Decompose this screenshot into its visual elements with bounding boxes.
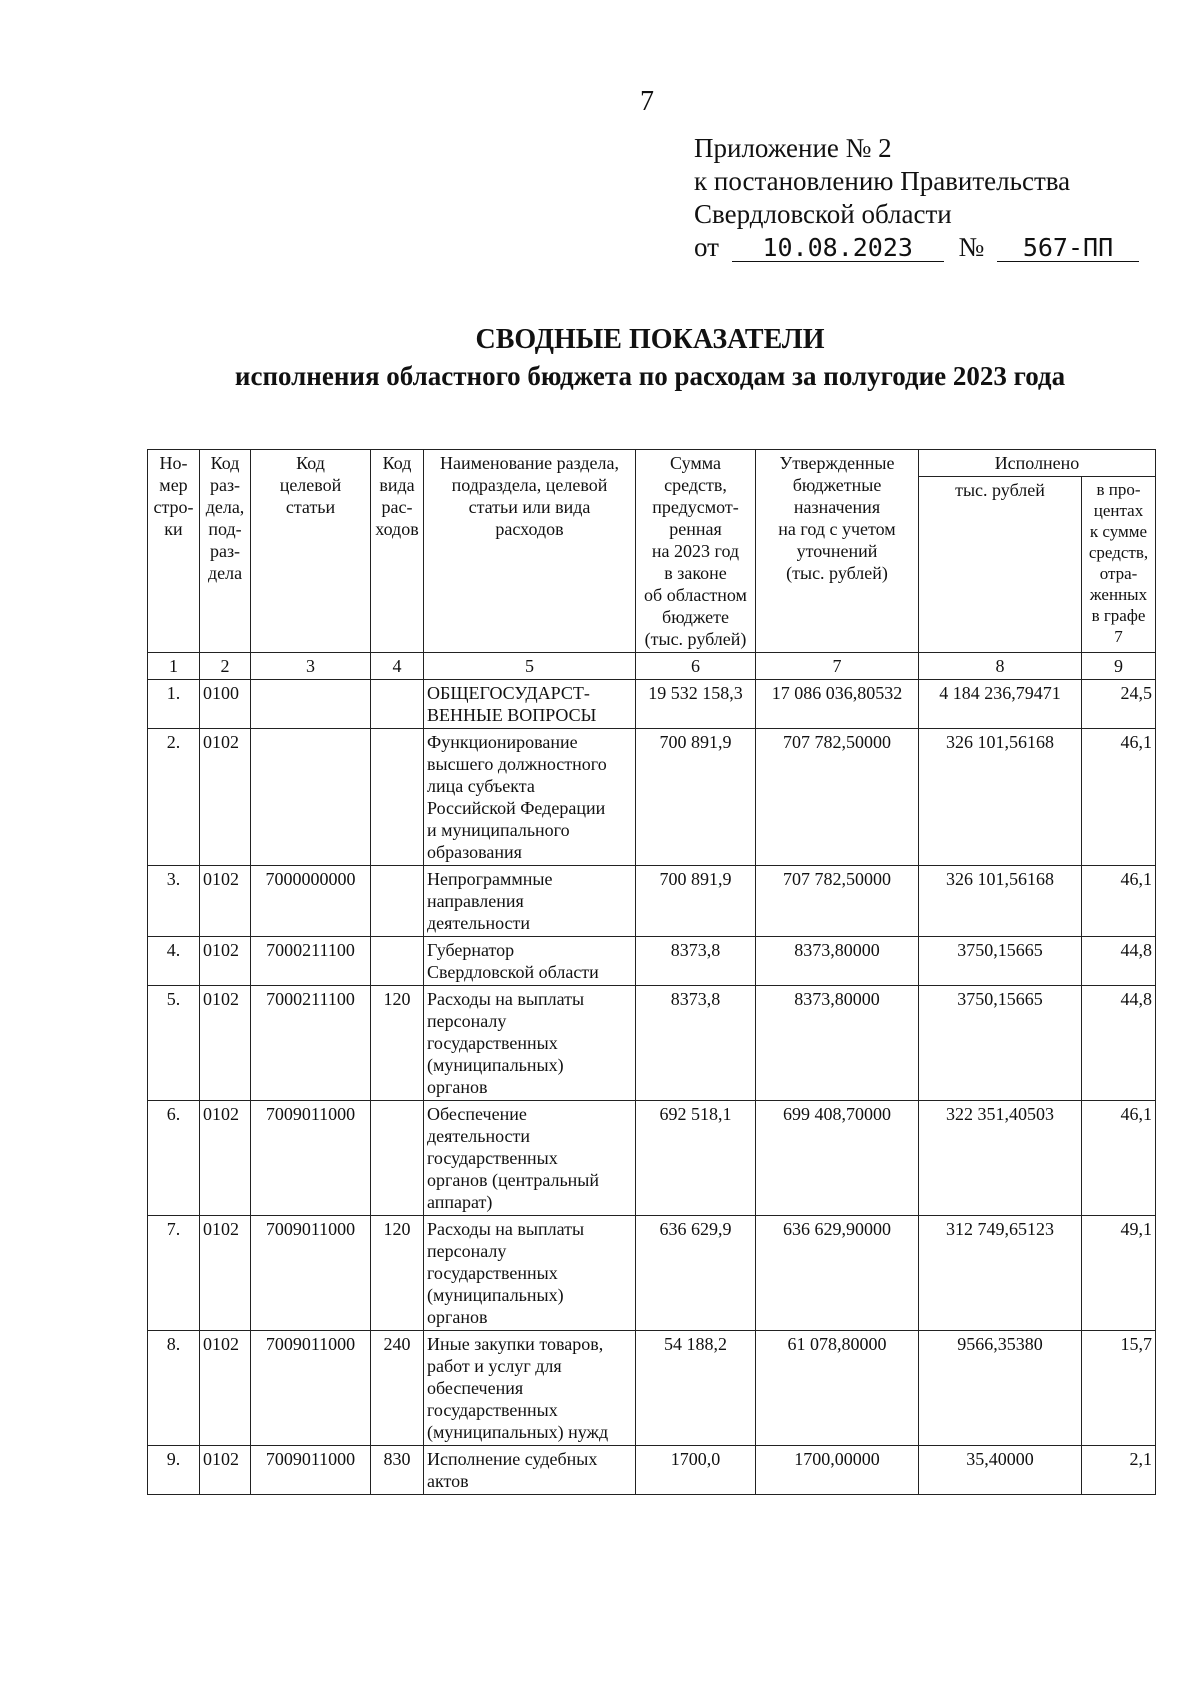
executed-percent-cell: 46,1 (1082, 1101, 1156, 1216)
name-cell: Иные закупки товаров, работ и услуг для обеспечения государственных (муниципальных) нужд (424, 1331, 636, 1446)
column-number: 7 (756, 653, 919, 680)
from-label: от (694, 232, 719, 262)
header-section-code: Код раз- дела, под- раз- дела (200, 450, 251, 653)
section-code-cell: 0102 (200, 729, 251, 866)
executed-amount-cell: 4 184 236,79471 (919, 680, 1082, 729)
executed-amount-cell: 9566,35380 (919, 1331, 1082, 1446)
target-code-cell: 7009011000 (251, 1446, 371, 1495)
expense-kind-cell (371, 866, 424, 937)
table-row (148, 729, 1156, 866)
header-row-number: Но- мер стро- ки (148, 450, 200, 653)
row-number-cell: 8. (148, 1331, 200, 1446)
executed-amount-cell: 326 101,56168 (919, 729, 1082, 866)
row-number-cell: 6. (148, 1101, 200, 1216)
signature-line (694, 231, 1139, 264)
table-body (148, 680, 1156, 1495)
column-numbers-row (148, 653, 1156, 680)
executed-amount-cell: 3750,15665 (919, 986, 1082, 1101)
executed-percent-cell: 2,1 (1082, 1446, 1156, 1495)
appendix-line-1: Приложение № 2 (694, 133, 892, 163)
law-amount-cell: 19 532 158,3 (636, 680, 756, 729)
section-code-cell: 0102 (200, 1446, 251, 1495)
header-executed-thousand: тыс. рублей (919, 477, 1082, 653)
decree-date: 10.08.2023 (732, 235, 944, 262)
approved-amount-cell: 1700,00000 (756, 1446, 919, 1495)
name-cell: Расходы на выплаты персоналу государственных (муниципальных) органов (424, 986, 636, 1101)
law-amount-cell: 700 891,9 (636, 729, 756, 866)
executed-percent-cell: 44,8 (1082, 986, 1156, 1101)
executed-amount-cell: 3750,15665 (919, 937, 1082, 986)
row-number-cell: 2. (148, 729, 200, 866)
header-name: Наименование раздела, подраздела, целевой статьи или вида расходов (424, 450, 636, 653)
section-code-cell: 0102 (200, 937, 251, 986)
column-number: 3 (251, 653, 371, 680)
executed-percent-cell: 49,1 (1082, 1216, 1156, 1331)
expense-kind-cell (371, 937, 424, 986)
approved-amount-cell: 636 629,90000 (756, 1216, 919, 1331)
appendix-line-2: к постановлению Правительства (694, 166, 1071, 196)
executed-percent-cell: 46,1 (1082, 866, 1156, 937)
document-title (130, 322, 1170, 394)
table-row (148, 1216, 1156, 1331)
expense-kind-cell: 830 (371, 1446, 424, 1495)
budget-table (147, 449, 1156, 1495)
row-number-cell: 4. (148, 937, 200, 986)
executed-amount-cell: 312 749,65123 (919, 1216, 1082, 1331)
name-cell: Непрограммные направления деятельности (424, 866, 636, 937)
law-amount-cell: 636 629,9 (636, 1216, 756, 1331)
decree-number: 567-ПП (997, 235, 1139, 262)
expense-kind-cell: 120 (371, 986, 424, 1101)
target-code-cell: 7000211100 (251, 937, 371, 986)
target-code-cell: 7009011000 (251, 1101, 371, 1216)
header-executed-percent: в про- центах к сумме средств, отра- женных в графе 7 (1082, 477, 1156, 653)
executed-percent-cell: 15,7 (1082, 1331, 1156, 1446)
law-amount-cell: 54 188,2 (636, 1331, 756, 1446)
row-number-cell: 7. (148, 1216, 200, 1331)
number-label: № (958, 232, 985, 262)
executed-percent-cell: 46,1 (1082, 729, 1156, 866)
header-expense-kind-code: Код вида рас- ходов (371, 450, 424, 653)
column-number: 4 (371, 653, 424, 680)
header-target-code: Код целевой статьи (251, 450, 371, 653)
section-code-cell: 0102 (200, 866, 251, 937)
table-row (148, 937, 1156, 986)
header-approved-amount: Утвержденные бюджетные назначения на год с учетом уточнений (тыс. рублей) (756, 450, 919, 653)
law-amount-cell: 692 518,1 (636, 1101, 756, 1216)
column-number: 6 (636, 653, 756, 680)
name-cell: Расходы на выплаты персоналу государственных (муниципальных) органов (424, 1216, 636, 1331)
column-number: 5 (424, 653, 636, 680)
approved-amount-cell: 8373,80000 (756, 986, 919, 1101)
name-cell: Исполнение судебных актов (424, 1446, 636, 1495)
target-code-cell (251, 680, 371, 729)
header-law-amount: Сумма средств, предусмот- ренная на 2023 год в законе об областном бюджете (тыс. рублей) (636, 450, 756, 653)
executed-amount-cell: 35,40000 (919, 1446, 1082, 1495)
appendix-block (694, 132, 1139, 264)
approved-amount-cell: 707 782,50000 (756, 729, 919, 866)
executed-amount-cell: 326 101,56168 (919, 866, 1082, 937)
executed-amount-cell: 322 351,40503 (919, 1101, 1082, 1216)
name-cell: Губернатор Свердловской области (424, 937, 636, 986)
table-row (148, 866, 1156, 937)
row-number-cell: 9. (148, 1446, 200, 1495)
section-code-cell: 0100 (200, 680, 251, 729)
name-cell: ОБЩЕГОСУДАРСТ- ВЕННЫЕ ВОПРОСЫ (424, 680, 636, 729)
table-row (148, 986, 1156, 1101)
law-amount-cell: 8373,8 (636, 986, 756, 1101)
law-amount-cell: 700 891,9 (636, 866, 756, 937)
row-number-cell: 3. (148, 866, 200, 937)
section-code-cell: 0102 (200, 986, 251, 1101)
name-cell: Функционирование высшего должностного лица субъекта Российской Федерации и муниципального образования (424, 729, 636, 866)
page-number: 7 (640, 86, 654, 117)
table-row (148, 680, 1156, 729)
row-number-cell: 5. (148, 986, 200, 1101)
table-row (148, 1101, 1156, 1216)
executed-percent-cell: 44,8 (1082, 937, 1156, 986)
title-main: СВОДНЫЕ ПОКАЗАТЕЛИ (475, 324, 825, 355)
approved-amount-cell: 17 086 036,80532 (756, 680, 919, 729)
approved-amount-cell: 8373,80000 (756, 937, 919, 986)
title-subtitle: исполнения областного бюджета по расходам за полугодие 2023 года (234, 361, 1066, 391)
approved-amount-cell: 699 408,70000 (756, 1101, 919, 1216)
column-number: 1 (148, 653, 200, 680)
target-code-cell: 7009011000 (251, 1216, 371, 1331)
section-code-cell: 0102 (200, 1331, 251, 1446)
approved-amount-cell: 707 782,50000 (756, 866, 919, 937)
appendix-line-3: Свердловской области (694, 199, 952, 229)
target-code-cell (251, 729, 371, 866)
law-amount-cell: 1700,0 (636, 1446, 756, 1495)
executed-percent-cell: 24,5 (1082, 680, 1156, 729)
column-number: 8 (919, 653, 1082, 680)
expense-kind-cell (371, 1101, 424, 1216)
column-number: 2 (200, 653, 251, 680)
target-code-cell: 7000000000 (251, 866, 371, 937)
target-code-cell: 7009011000 (251, 1331, 371, 1446)
expense-kind-cell: 120 (371, 1216, 424, 1331)
law-amount-cell: 8373,8 (636, 937, 756, 986)
table-row (148, 1331, 1156, 1446)
header-row (148, 450, 1156, 477)
table-row (148, 1446, 1156, 1495)
name-cell: Обеспечение деятельности государственных органов (центральный аппарат) (424, 1101, 636, 1216)
target-code-cell: 7000211100 (251, 986, 371, 1101)
expense-kind-cell (371, 729, 424, 866)
column-number: 9 (1082, 653, 1156, 680)
expense-kind-cell (371, 680, 424, 729)
section-code-cell: 0102 (200, 1101, 251, 1216)
header-executed: Исполнено (919, 450, 1156, 477)
section-code-cell: 0102 (200, 1216, 251, 1331)
row-number-cell: 1. (148, 680, 200, 729)
approved-amount-cell: 61 078,80000 (756, 1331, 919, 1446)
expense-kind-cell: 240 (371, 1331, 424, 1446)
